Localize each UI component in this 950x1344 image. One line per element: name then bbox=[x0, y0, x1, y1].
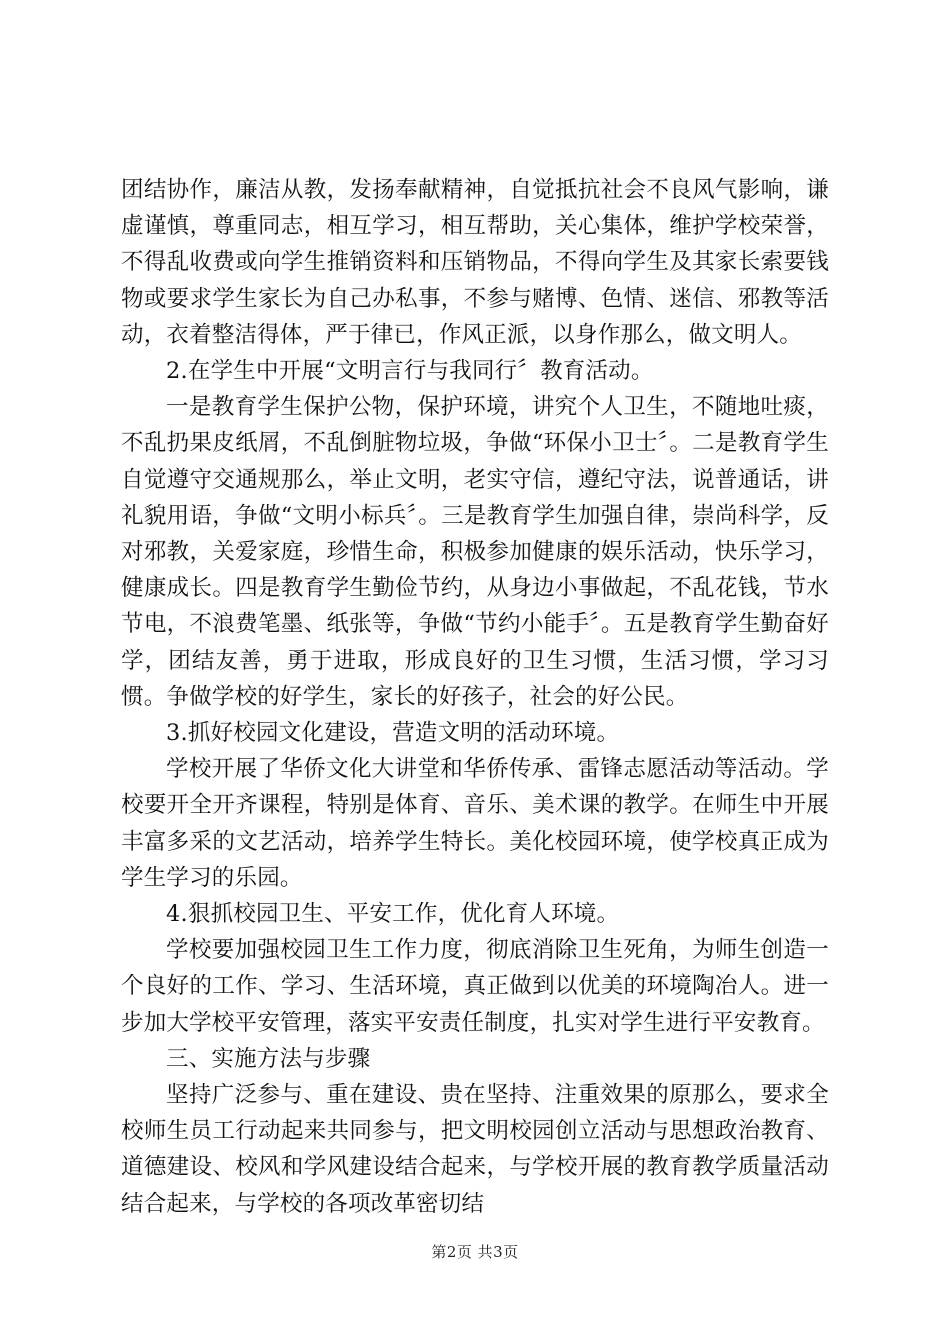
paragraph-implementation: 坚持广泛参与、重在建设、贵在坚持、注重效果的原那么，要求全校师生员工行动起来共同参与，把文明校园创立活动与思想政治教育、道德建设、校风和学风建设结合起来，与学校开展的教育教学质量活动结合起来，与学校的各项改革密切结 bbox=[121, 1082, 829, 1217]
section-heading-implementation: 三、实施方法与步骤 bbox=[166, 1045, 371, 1072]
page-number-footer: 第2页 共3页 bbox=[431, 1243, 519, 1261]
paragraph-campus-hygiene-safety: 学校要加强校园卫生工作力度，彻底消除卫生死角，为师生创造一个良好的工作、学习、生活环境，真正做到以优美的环境陶冶人。进一步加大学校平安管理，落实平安责任制度，扎实对学生进行平安教育。 bbox=[121, 937, 829, 1036]
document-body bbox=[121, 172, 829, 1222]
paragraph-student-education: 一是教育学生保护公物，保护环境，讲究个人卫生，不随地吐痰，不乱扔果皮纸屑，不乱倒脏物垃圾，争做“环保小卫士〞。二是教育学生自觉遵守交通规那么，举止文明，老实守信，遵纪守法，说普通话，讲礼貌用语，争做“文明小标兵〞。三是教育学生加强自律，崇尚科学，反对邪教，关爱家庭，珍惜生命，积极参加健康的娱乐活动，快乐学习，健康成长。四是教育学生勤俭节约，从身边小事做起，不乱花钱，节水节电，不浪费笔墨、纸张等，争做“节约小能手〞。五是教育学生勤奋好学，团结友善，勇于进取，形成良好的卫生习惯，生活习惯，学习习惯。争做学校的好学生，家长的好孩子，社会的好公民。 bbox=[121, 394, 829, 710]
heading-item-2: 2.在学生中开展“文明言行与我同行〞教育活动。 bbox=[166, 358, 654, 385]
paragraph-continued: 团结协作，廉洁从教，发扬奉献精神，自觉抵抗社会不良风气影响，谦虚谨慎，尊重同志，相互学习，相互帮助，关心集体，维护学校荣誉，不得乱收费或向学生推销资料和压销物品，不得向学生及其家长索要钱物或要求学生家长为自己办私事，不参与赌博、色情、迷信、邪教等活动，衣着整洁得体，严于律已，作风正派，以身作那么，做文明人。 bbox=[121, 177, 829, 348]
paragraph-campus-culture: 学校开展了华侨文化大讲堂和华侨传承、雷锋志愿活动等活动。学校要开全开齐课程，特别是体育、音乐、美术课的教学。在师生中开展丰富多采的文艺活动，培养学生特长。美化校园环境，使学校真正成为学生学习的乐园。 bbox=[121, 756, 829, 891]
heading-item-3: 3.抓好校园文化建设，营造文明的活动环境。 bbox=[166, 720, 620, 747]
heading-item-4: 4.狠抓校园卫生、平安工作，优化育人环境。 bbox=[166, 901, 620, 928]
